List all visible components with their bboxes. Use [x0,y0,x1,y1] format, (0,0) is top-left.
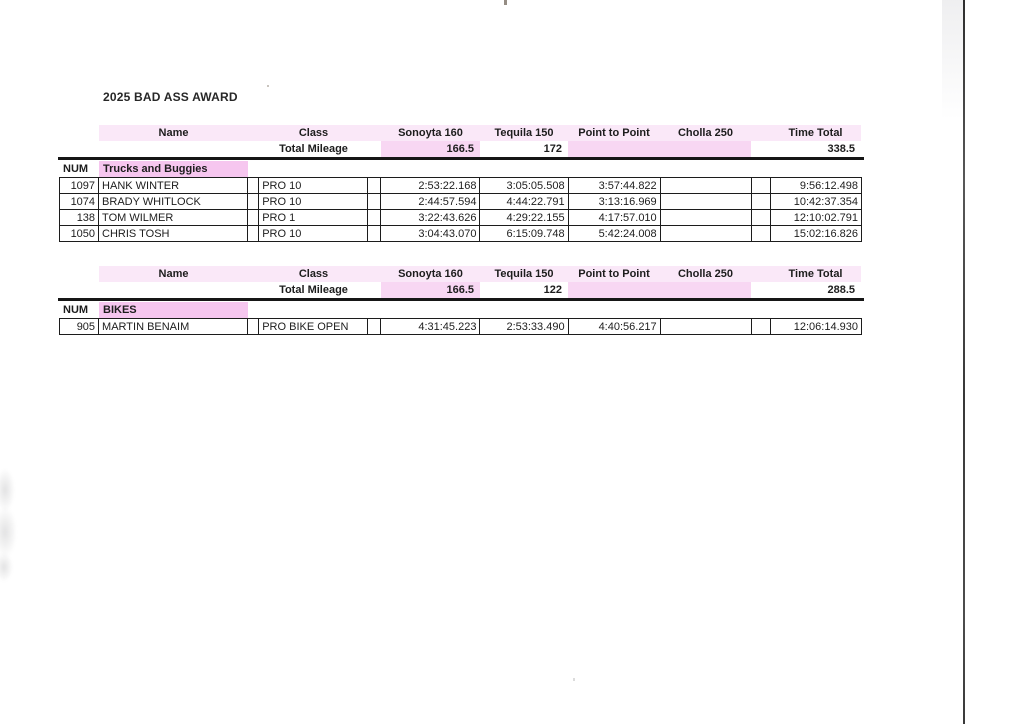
spacer-cell [368,194,381,210]
header-row-total-mileage [60,282,861,298]
mileage-value-sonoyta: 166.5 [446,283,474,296]
result-row [60,226,862,242]
tequila-time-cell: 4:44:22.791 [480,194,568,210]
column-label-sonoyta-160: Sonoyta 160 [398,267,463,280]
name-cell: CHRIS TOSH [99,226,248,242]
mileage-value-sonoyta: 166.5 [446,142,474,155]
scan-smudge-left [0,552,13,582]
section-row [60,161,861,177]
column-label-time-total: Time Total [788,126,843,139]
class-cell: PRO 10 [259,178,368,194]
tequila-time-cell: 2:53:33.490 [480,319,568,335]
num-cell: 1097 [60,178,99,194]
page-title: 2025 BAD ASS AWARD [103,90,238,104]
point-to-point-time-cell: 3:13:16.969 [568,194,660,210]
num-cell: 905 [60,319,99,335]
column-label-cholla-250: Cholla 250 [677,126,734,139]
spacer-cell [751,194,770,210]
point-to-point-time-cell: 4:40:56.217 [568,319,660,335]
sonoyta-time-cell: 2:53:22.168 [381,178,480,194]
column-label-class: Class [298,267,329,280]
time-total-cell: 10:42:37.354 [770,194,861,210]
scan-smudge-left [0,506,17,558]
header-row-race-names [60,125,861,141]
sonoyta-time-cell: 3:04:43.070 [381,226,480,242]
header-divider-line [58,298,864,301]
column-label-sonoyta-160: Sonoyta 160 [398,126,463,139]
spacer-cell [368,319,381,335]
section-row [60,302,861,318]
cholla-time-cell [660,319,751,335]
header-row-total-mileage [60,141,861,157]
spacer-cell [248,319,259,335]
scan-speck [573,678,575,681]
column-label-cholla-250: Cholla 250 [677,267,734,280]
result-row [60,178,862,194]
name-cell: BRADY WHITLOCK [99,194,248,210]
sonoyta-time-cell: 3:22:43.626 [381,210,480,226]
header-row-race-names [60,266,861,282]
spacer-cell [368,210,381,226]
scan-edge-halo [942,0,963,120]
time-total-cell: 15:02:16.826 [770,226,861,242]
spacer-cell [751,319,770,335]
column-label-name: Name [158,126,189,139]
spacer-cell [248,178,259,194]
mileage-highlight [568,282,751,298]
column-label-tequila-150: Tequila 150 [494,267,554,280]
section-banner-trucks: Trucks and Buggies [99,161,248,177]
mileage-value-tequila: 122 [543,283,562,296]
spacer-cell [751,226,770,242]
time-total-cell: 12:06:14.930 [770,319,861,335]
results-grid-trucks [59,177,862,242]
spacer-cell [248,226,259,242]
mileage-value-time-total: 338.5 [827,142,855,155]
name-cell: TOM WILMER [99,210,248,226]
time-total-cell: 12:10:02.791 [770,210,861,226]
results-grid-bikes [59,318,862,335]
class-cell: PRO 10 [259,226,368,242]
total-mileage-label: Total Mileage [279,142,348,155]
results-table-bikes [60,266,870,342]
column-label-tequila-150: Tequila 150 [494,126,554,139]
sonoyta-time-cell: 4:31:45.223 [381,319,480,335]
header-divider-line [58,157,864,160]
cholla-time-cell [660,210,751,226]
spacer-cell [751,210,770,226]
spacer-cell [248,210,259,226]
scan-edge-line [963,0,965,724]
num-column-label: NUM [63,163,89,175]
point-to-point-time-cell: 4:17:57.010 [568,210,660,226]
mileage-highlight [568,141,751,157]
scan-mark-top [504,0,507,5]
cholla-time-cell [660,194,751,210]
tequila-time-cell: 4:29:22.155 [480,210,568,226]
column-label-class: Class [298,126,329,139]
spacer-cell [368,178,381,194]
result-row [60,194,862,210]
column-label-point-to-point: Point to Point [578,126,650,139]
class-cell: PRO 1 [259,210,368,226]
class-cell: PRO 10 [259,194,368,210]
spacer-cell [248,194,259,210]
name-cell: HANK WINTER [99,178,248,194]
name-cell: MARTIN BENAIM [99,319,248,335]
class-cell: PRO BIKE OPEN [259,319,368,335]
cholla-time-cell [660,226,751,242]
spacer-cell [751,178,770,194]
result-row [60,319,862,335]
column-label-point-to-point: Point to Point [578,267,650,280]
total-mileage-label: Total Mileage [279,283,348,296]
num-cell: 138 [60,210,99,226]
column-label-name: Name [158,267,189,280]
scan-speck [267,85,269,87]
cholla-time-cell [660,178,751,194]
result-row [60,210,862,226]
spacer-cell [368,226,381,242]
tequila-time-cell: 6:15:09.748 [480,226,568,242]
results-table-trucks [60,125,870,255]
mileage-value-time-total: 288.5 [827,283,855,296]
point-to-point-time-cell: 3:57:44.822 [568,178,660,194]
time-total-cell: 9:56:12.498 [770,178,861,194]
column-label-time-total: Time Total [788,267,843,280]
tequila-time-cell: 3:05:05.508 [480,178,568,194]
num-cell: 1074 [60,194,99,210]
num-cell: 1050 [60,226,99,242]
sonoyta-time-cell: 2:44:57.594 [381,194,480,210]
mileage-value-tequila: 172 [543,142,562,155]
section-banner-bikes: BIKES [99,302,248,318]
num-column-label: NUM [63,304,89,316]
point-to-point-time-cell: 5:42:24.008 [568,226,660,242]
